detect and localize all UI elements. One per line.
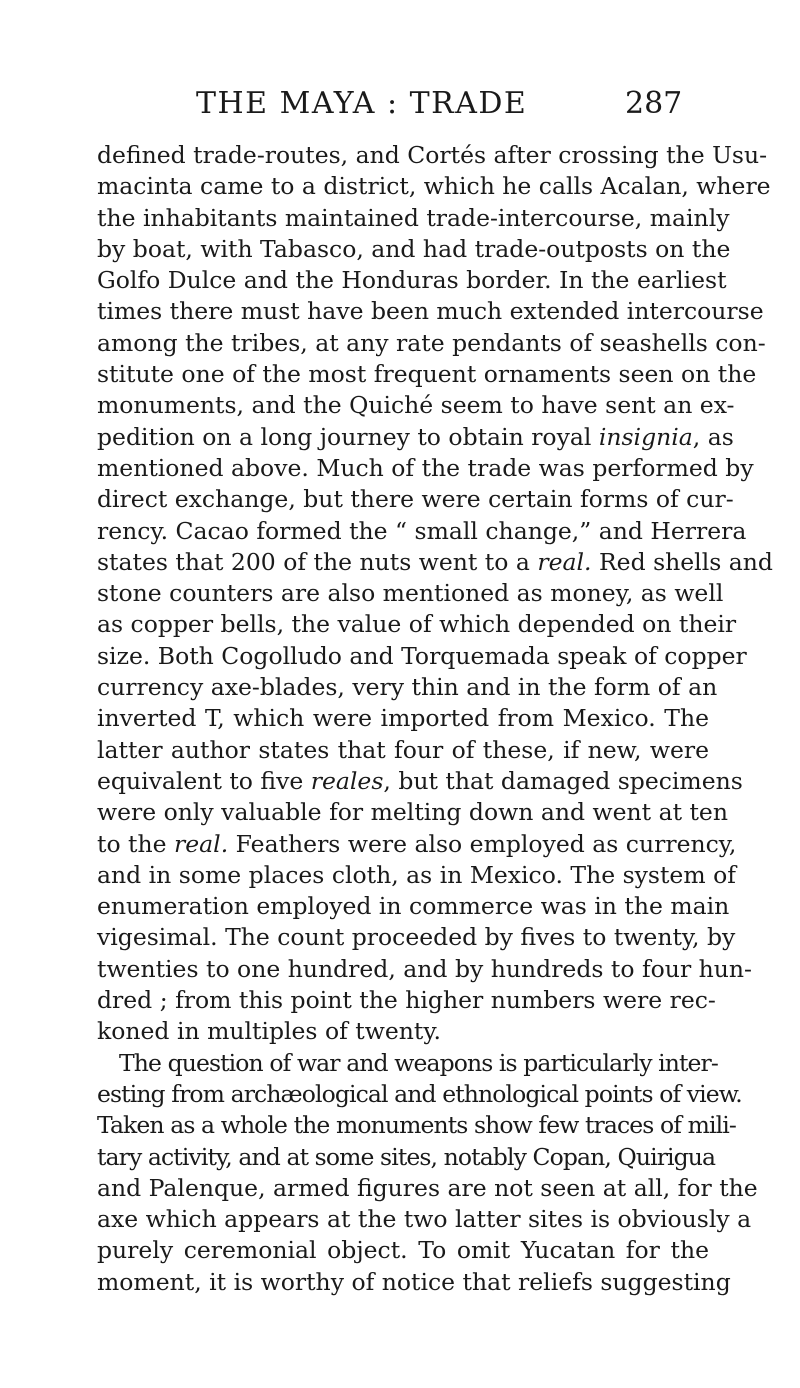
text-segment: Feathers were also employed as currency, — [228, 829, 737, 858]
text-line: tary activity, and at some sites, notably Copan, Quirigua — [97, 1142, 716, 1171]
text-line: koned in multiples of twenty. — [97, 1017, 441, 1046]
text-line: enumeration employed in commerce was in the main — [97, 892, 730, 921]
text-line: by boat, with Tabasco, and had trade-outposts on the — [97, 234, 731, 263]
text-line: inverted T, which were imported from Mexico. The — [97, 704, 709, 733]
text-line: were only valuable for melting down and went at ten — [97, 798, 728, 827]
text-segment: , as — [692, 422, 734, 451]
text-line: the inhabitants maintained trade-intercourse, mainly — [97, 203, 730, 232]
text-segment: equivalent to five — [97, 766, 311, 795]
text-line: Golfo Dulce and the Honduras border. In the earliest — [97, 266, 727, 295]
text-line — [97, 422, 734, 453]
text-segment: pedition on a long journey to obtain royal — [97, 422, 599, 451]
text-line: size. Both Cogolludo and Torquemada speak of copper — [97, 641, 747, 670]
text-line: defined trade-routes, and Cortés after crossing the Usu- — [97, 141, 768, 169]
italic-term: insignia — [598, 422, 693, 451]
page-header — [0, 86, 800, 126]
text-line: direct exchange, but there were certain forms of cur- — [97, 485, 734, 514]
text-line: mentioned above. Much of the trade was performed by — [97, 453, 754, 482]
italic-term: real. — [174, 829, 229, 858]
text-line — [97, 829, 737, 860]
text-line: Taken as a whole the monuments show few traces of mili- — [97, 1111, 736, 1140]
text-segment: , but that damaged specimens — [383, 766, 743, 795]
text-line: times there must have been much extended intercourse — [97, 297, 764, 326]
text-line: currency axe-blades, very thin and in the form of an — [97, 673, 718, 702]
page-number: 287 — [625, 86, 683, 121]
text-line: latter author states that four of these, if new, were — [97, 735, 709, 764]
text-line: rency. Cacao formed the “ small change,” and Herrera — [97, 516, 747, 545]
running-head: THE MAYA : TRADE — [196, 86, 528, 121]
text-segment: states that 200 of the nuts went to a — [97, 547, 538, 576]
text-line: vigesimal. The count proceeded by fives to twenty, by — [97, 923, 736, 952]
text-line: esting from archæological and ethnological points of view. — [97, 1079, 742, 1108]
text-line: moment, it is worthy of notice that reliefs suggesting — [97, 1267, 731, 1296]
body-text — [97, 140, 773, 1298]
text-line: axe which appears at the two latter sites is obviously a — [97, 1205, 752, 1234]
text-line — [97, 547, 773, 578]
text-line: purely ceremonial object. To omit Yucatan for the — [97, 1236, 709, 1265]
text-line: twenties to one hundred, and by hundreds to four hun- — [97, 954, 752, 983]
text-segment: to the — [97, 829, 175, 858]
text-line: and in some places cloth, as in Mexico. The system of — [97, 860, 736, 889]
text-line: monuments, and the Quiché seem to have sent an ex- — [97, 391, 735, 420]
italic-term: reales — [310, 766, 384, 795]
text-line: as copper bells, the value of which depended on their — [97, 610, 737, 639]
text-line: macinta came to a district, which he calls Acalan, where — [97, 172, 771, 201]
text-line: among the tribes, at any rate pendants of seashells con- — [97, 328, 766, 357]
text-line: dred ; from this point the higher numbers were rec- — [97, 986, 716, 1015]
text-line: stitute one of the most frequent ornaments seen on the — [97, 360, 757, 389]
text-segment: Red shells and — [591, 547, 773, 576]
text-line: and Palenque, armed figures are not seen at all, for the — [97, 1173, 758, 1202]
text-line — [97, 766, 743, 797]
text-line: The question of war and weapons is particularly inter- — [119, 1048, 718, 1077]
text-line: stone counters are also mentioned as money, as well — [97, 579, 724, 608]
italic-term: real. — [537, 547, 592, 576]
